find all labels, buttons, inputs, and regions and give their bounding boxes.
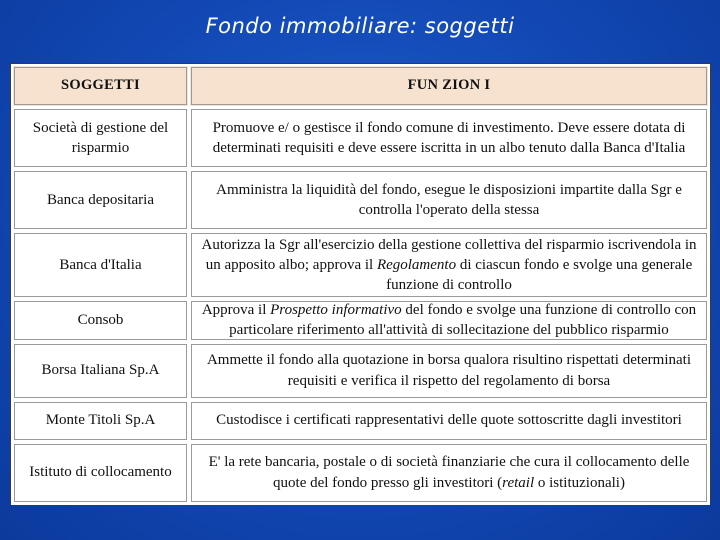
cell-funzione [189,442,709,504]
cell-funzione [189,299,709,342]
cell-funzione: Promuove e/ o gestisce il fondo comune di investimento. Deve essere dotata di determinati requisiti e deve essere iscritta in un albo tenuto dalla Banca d'Italia [189,107,709,169]
cell-soggetto: Istituto di collocamento [12,442,189,504]
cell-funzione: Ammette il fondo alla quotazione in borsa qualora risultino rispettati determinati requisiti e verifica il rispetto del regolamento di borsa [189,342,709,400]
cell-text-italic: Prospetto informativo [270,302,402,318]
table-row-banca-depositaria [12,169,709,231]
table-header-row [12,65,709,107]
cell-funzione: Amministra la liquidità del fondo, esegue le disposizioni impartite dalla Sgr e controlla l'operato della stessa [189,169,709,231]
roles-table-frame [10,63,711,501]
cell-soggetto: Consob [12,299,189,342]
cell-text: Autorizza la Sgr all'esercizio della gestione collettiva del risparmio iscrivendola in un apposito albo; approva il [201,236,697,273]
cell-text-italic: Regolamento [376,256,457,273]
cell-soggetto: Monte Titoli Sp.A [12,400,189,442]
cell-text: Approva il [201,302,271,318]
table-row-monte-titoli [12,400,709,442]
table-row-sgr [12,107,709,169]
cell-soggetto: Borsa Italiana Sp.A [12,342,189,400]
slide-title: Fondo immobiliare: soggetti [205,14,515,38]
cell-funzione: Custodisce i certificati rappresentativi delle quote sottoscritte dagli investitori [189,400,709,442]
cell-text: del fondo e svolge una funzione di controllo con particolare riferimento all'attività di sollecitazione del pubblico risparmio [229,302,697,339]
cell-text: di ciascun fondo e svolge una generale funzione di controllo [386,256,693,294]
table-row-istituto-collocamento [12,442,709,504]
cell-funzione [189,231,709,299]
cell-soggetto: Banca d'Italia [12,231,189,299]
cell-soggetto: Società di gestione del risparmio [12,107,189,169]
header-soggetti: SOGGETTI [12,65,189,107]
cell-text-italic: retail [502,474,535,491]
cell-text: o istituzionali) [534,474,625,491]
roles-table [11,64,710,505]
header-funzioni: FUN ZION I [189,65,709,107]
table-row-borsa-italiana [12,342,709,400]
cell-soggetto: Banca depositaria [12,169,189,231]
cell-text: E' la rete bancaria, postale o di società finanziarie che cura il collocamento delle quote del fondo presso gli investitori ( [208,454,690,491]
table-row-banca-italia [12,231,709,299]
table-row-consob [12,299,709,342]
